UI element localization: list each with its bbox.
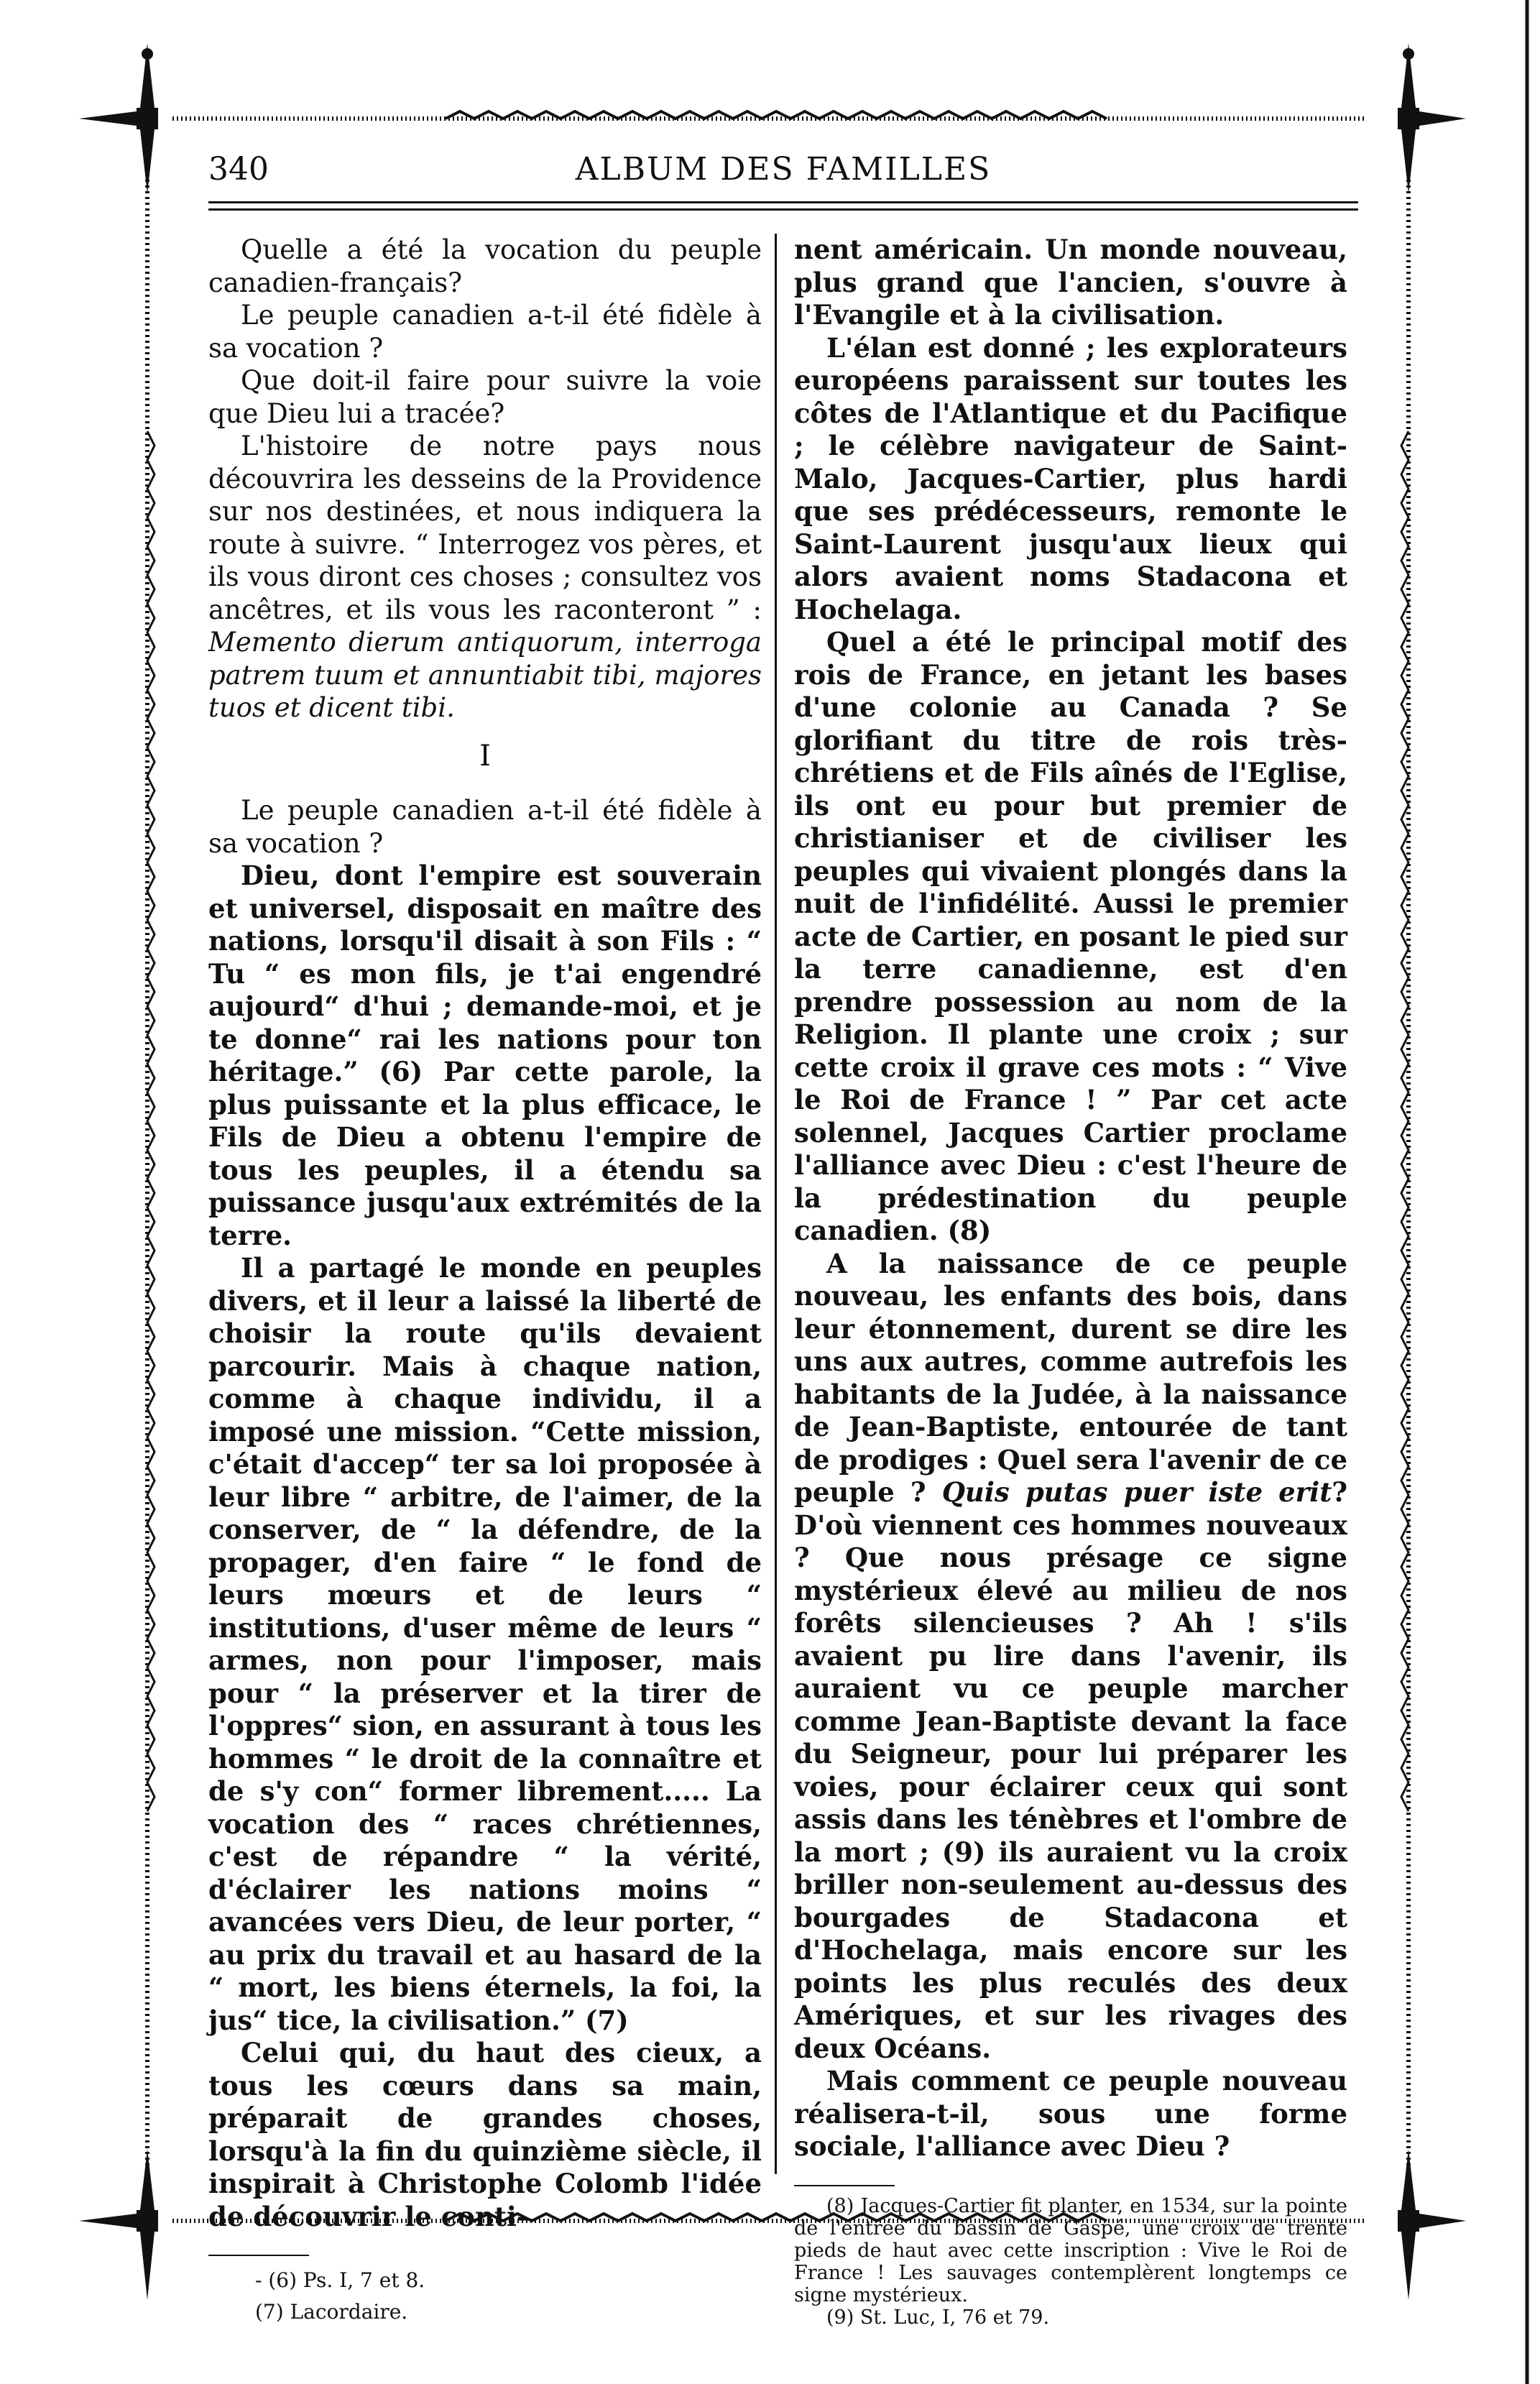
page-number: 340 <box>208 151 269 188</box>
header-rule-bottom <box>208 208 1358 211</box>
paragraph-celui: Celui qui, du haut des cieux, a tous les cœurs dans sa main, préparait de grandes choses, lorsqu'à la fin du quinzième siècle, il inspirait à Christophe Colomb l'idée de découvrir le conti- <box>208 2037 762 2232</box>
paragraph-naissance <box>794 1248 1347 2066</box>
right-column <box>794 234 1347 2329</box>
column-divider <box>775 234 777 2174</box>
footnote-rule-right <box>794 2185 895 2186</box>
continuation-paragraph: nent américain. Un monde nouveau, plus grand que l'ancien, s'ouvre à l'Evangile et à la civilisation. <box>794 234 1347 331</box>
question-vocation: Quelle a été la vocation du peuple canadien-français? <box>208 234 762 298</box>
question-fidelite: Le peuple canadien a-t-il été fidèle à sa vocation ? <box>208 300 762 364</box>
header-rule-top <box>208 201 1358 203</box>
naissance-text-b: ? D'où viennent ces hommes nouveaux ? Que nous présage ce signe mystérieux élevé au milieu de nos forêts silencieuses ? Ah ! s'ils avaient pu lire dans l'avenir, ils auraient vu ce peuple marcher comme Jean-Baptiste devant la face du Seigneur, pour lui préparer les voies, pour éclairer ceux qui sont assis dans les ténèbres et l'ombre de la mort ; (9) ils auraient vu la croix briller non-seulement au-dessus des bourgades de Stadacona et d'Hochelaga, mais encore sur les points les plus reculés des deux Amériques, et sur les rivages des deux Océans. <box>794 1476 1347 2064</box>
section-question: Le peuple canadien a-t-il été fidèle à sa vocation ? <box>208 795 762 859</box>
paragraph-elan: L'élan est donné ; les explorateurs européens paraissent sur toutes les côtes de l'Atlantique et du Pacifique ; le célèbre navigateur de Saint-Malo, Jacques-Cartier, plus hardi que ses prédécesseurs, remonte le Saint-Laurent jusqu'aux lieux qui alors avaient noms Stadacona et Hochelaga. <box>794 331 1347 625</box>
naissance-text-a: A la naissance de ce peuple nouveau, les enfants des bois, dans leur étonnement, durent se dire les uns aux autres, comme autrefois les habitants de la Judée, à la naissance de Jean-Baptiste, entourée de tant de prodiges : Quel sera l'avenir de ce peuple ? <box>794 1247 1347 1508</box>
running-title: ALBUM DES FAMILLES <box>575 151 992 188</box>
intro-text: L'histoire de notre pays nous découvrira les desseins de la Providence sur nos destinées, et nous indiquera la route à suivre. “ Interrogez vos pères, et ils vous diront ces choses ; consultez vos ancêtres, et ils vous les raconteront ” : <box>208 431 762 625</box>
intro-paragraph <box>208 430 762 724</box>
footnote-7: (7) Lacordaire. <box>255 2300 408 2324</box>
left-column <box>208 234 762 2328</box>
section-title: I <box>479 739 491 773</box>
paragraph-partage: Il a partagé le monde en peuples divers, et il leur a laissé la liberté de choisir la route qu'ils devaient parcourir. Mais à chaque nation, comme à chaque individu, il a imposé une mission. “Cette mission, c'était d'accep“ ter sa loi proposée à leur libre “ arbitre, de l'aimer, de la conserver, de “ la défendre, de la propager, d'en faire “ le fond de leurs mœurs et de leurs “ institutions, d'user même de leurs “ armes, non pour l'imposer, mais pour “ la préserver et la tirer de l'oppres“ sion, en assurant à tous les hommes “ le droit de la connaître et de s'y con“ former librement..... La vocation des “ races chrétiennes, c'est de répandre “ la vérité, d'éclairer les nations moins “ avancées vers Dieu, de leur porter, “ au prix du travail et au hasard de la “ mort, les biens éternels, la foi, la jus“ tice, la civilisation.” (7) <box>208 1252 762 2036</box>
intro-latin-quote: Memento dierum antiquorum, interroga patrem tuum et annuntiabit tibi, majores tuos et dicent tibi. <box>208 627 762 723</box>
paragraph-motif: Quel a été le principal motif des rois de France, en jetant les bases d'une colonie au Canada ? Se glorifiant du titre de rois très-chrétiens et de Fils aînés de l'Eglise, ils ont eu pour but premier de christianiser et de civiliser les peuples qui vivaient plongés dans la nuit de l'infidélité. Aussi le premier acte de Cartier, en posant le pied sur la terre canadienne, est d'en prendre possession au nom de la Religion. Il plante une croix ; sur cette croix il grave ces mots : “ Vive le Roi de France ! ” Par cet acte solennel, Jacques Cartier proclame l'alliance avec Dieu : c'est l'heure de la prédestination du peuple canadien. (8) <box>794 626 1347 1246</box>
naissance-latin-quote: Quis putas puer iste erit <box>941 1476 1332 1508</box>
footnote-rule-left <box>208 2255 309 2256</box>
page-header <box>208 151 1358 201</box>
footnote-9: (9) St. Luc, I, 76 et 79. <box>826 2306 1050 2329</box>
paragraph-mais: Mais comment ce peuple nouveau réalisera-t-il, sous une forme sociale, l'alliance avec Dieu ? <box>794 2065 1347 2162</box>
paragraph-dieu: Dieu, dont l'empire est souverain et universel, disposait en maître des nations, lorsqu'il disait à son Fils : “ Tu “ es mon fils, je t'ai engendré aujourd“ d'hui ; demande-moi, et je te donne“ rai les nations pour ton héritage.” (6) Par cette parole, la plus puissante et la plus efficace, le Fils de Dieu a obtenu l'empire de tous les peuples, il a étendu sa puissance jusqu'aux extrémités de la terre. <box>208 860 762 1251</box>
question-voie: Que doit-il faire pour suivre la voie que Dieu lui a tracée? <box>208 365 762 429</box>
footnote-8: (8) Jacques-Cartier fit planter, en 1534, sur la pointe de l'entrée du bassin de Gaspé, une croix de trente pieds de haut avec cette inscription : Vive le Roi de France ! Les sauvages contemplèrent longtemps ce signe mystérieux. <box>794 2194 1347 2306</box>
footnote-6: - (6) Ps. I, 7 et 8. <box>255 2268 425 2292</box>
